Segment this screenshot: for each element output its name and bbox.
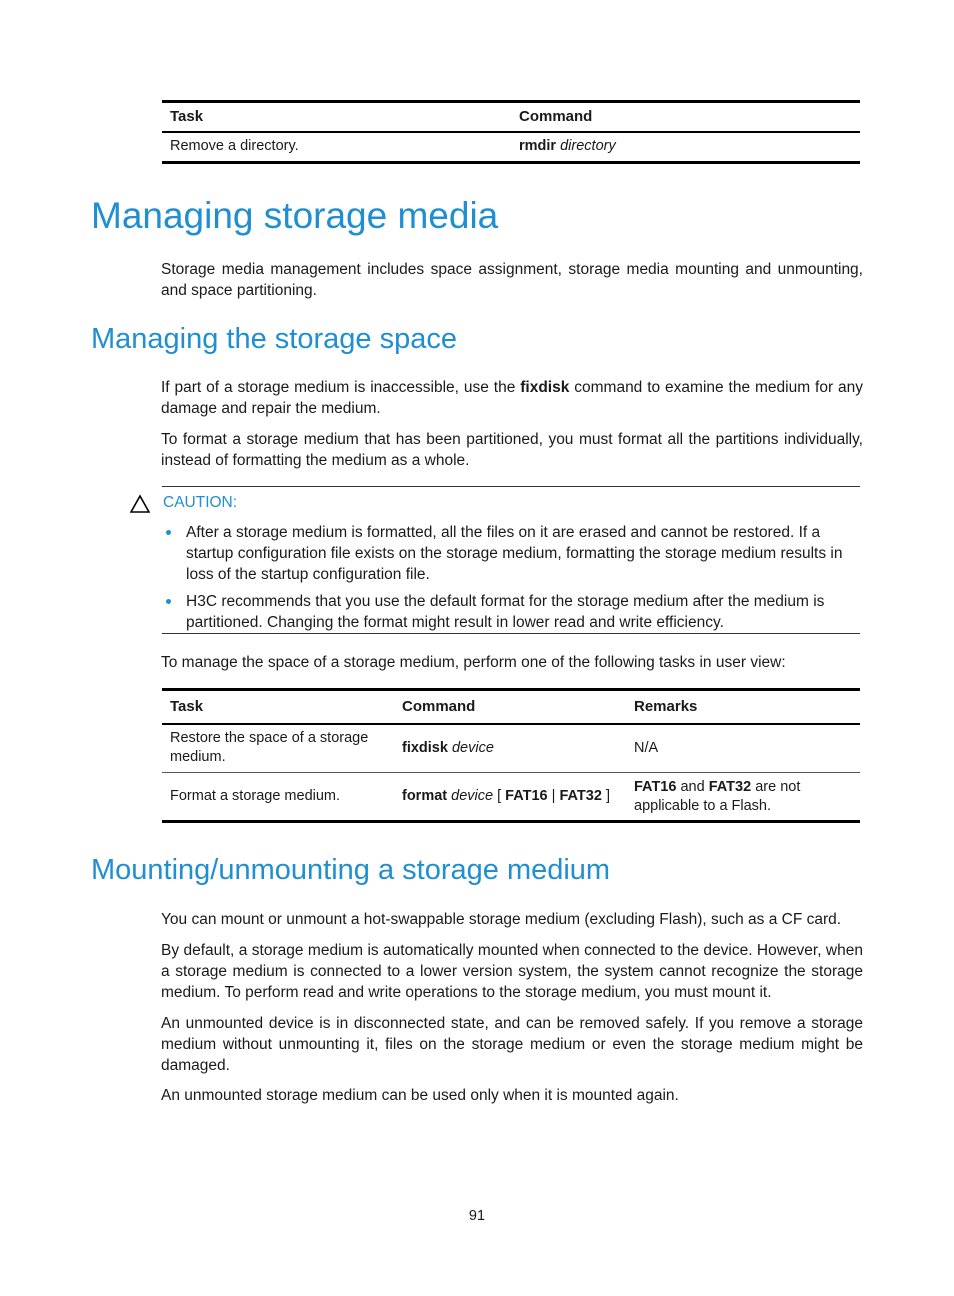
- format-partition-paragraph: To format a storage medium that has been partitioned, you must format all the partitions individually, instead of formatting the medium as a whole.: [161, 431, 863, 469]
- table-header-task: Task: [170, 698, 204, 716]
- command-cell: fixdisk device: [402, 739, 494, 756]
- command-cell: format device [ FAT16 | FAT32 ]: [402, 788, 610, 804]
- table-header-task: Task: [170, 108, 204, 126]
- storage-space-command-table: [162, 688, 860, 823]
- table-header-command: Command: [519, 108, 593, 126]
- task-cell: Restore the space of a storage medium.: [170, 730, 369, 766]
- task-cell: Remove a directory.: [170, 138, 299, 155]
- page-title: Managing storage media: [91, 195, 499, 236]
- caution-icon: [130, 494, 150, 514]
- caution-item: After a storage medium is formatted, all the files on it are erased and cannot be restored. If a startup configuration file exists on the storage medium, formatting the storage medium results in loss of the startup configuration file.: [186, 522, 858, 585]
- table-header-command: Command: [402, 698, 476, 716]
- bullet-dot: [166, 530, 171, 535]
- bullet-dot: [166, 599, 171, 604]
- caution-label: CAUTION:: [163, 494, 238, 511]
- table-row: [162, 132, 860, 163]
- tasks-intro-paragraph: To manage the space of a storage medium, perform one of the following tasks in user view:: [161, 654, 786, 671]
- intro-paragraph: Storage media management includes space assignment, storage media mounting and unmounting, and space partitioning.: [161, 261, 863, 299]
- section-heading-mounting: Mounting/unmounting a storage medium: [91, 854, 611, 886]
- mounting-paragraph: By default, a storage medium is automatically mounted when connected to the device. However, when a storage medium is connected to a lower version system, the system cannot recognize the storage medium. To perform read and write operations to the storage medium, you must mount it.: [161, 942, 863, 1001]
- command-cell: rmdir directory: [519, 138, 616, 155]
- mounting-paragraph: An unmounted device is in disconnected state, and can be removed safely. If you remove a storage medium without unmounting it, files on the storage medium or even the storage medium might be damaged.: [161, 1015, 863, 1074]
- directory-command-table: [162, 100, 860, 164]
- table-row: [162, 724, 860, 773]
- caution-item: H3C recommends that you use the default format for the storage medium after the medium is partitioned. Changing the format might result in lower read and write efficiency.: [186, 591, 858, 633]
- task-cell: Format a storage medium.: [170, 788, 341, 804]
- section-heading-storage-space: Managing the storage space: [91, 323, 457, 355]
- mounting-paragraph: You can mount or unmount a hot-swappable storage medium (excluding Flash), such as a CF card.: [161, 911, 842, 928]
- table-row: [162, 773, 860, 822]
- remarks-cell: FAT16 and FAT32 are not applicable to a Flash.: [634, 778, 801, 814]
- remarks-cell: N/A: [634, 739, 659, 756]
- fixdisk-paragraph: If part of a storage medium is inaccessible, use the fixdisk command to examine the medium for any damage and repair the medium.: [161, 379, 864, 417]
- page-number: 91: [468, 1208, 486, 1224]
- table-header-remarks: Remarks: [634, 698, 698, 716]
- caution-box: [162, 486, 860, 634]
- mounting-paragraph: An unmounted storage medium can be used only when it is mounted again.: [161, 1087, 679, 1104]
